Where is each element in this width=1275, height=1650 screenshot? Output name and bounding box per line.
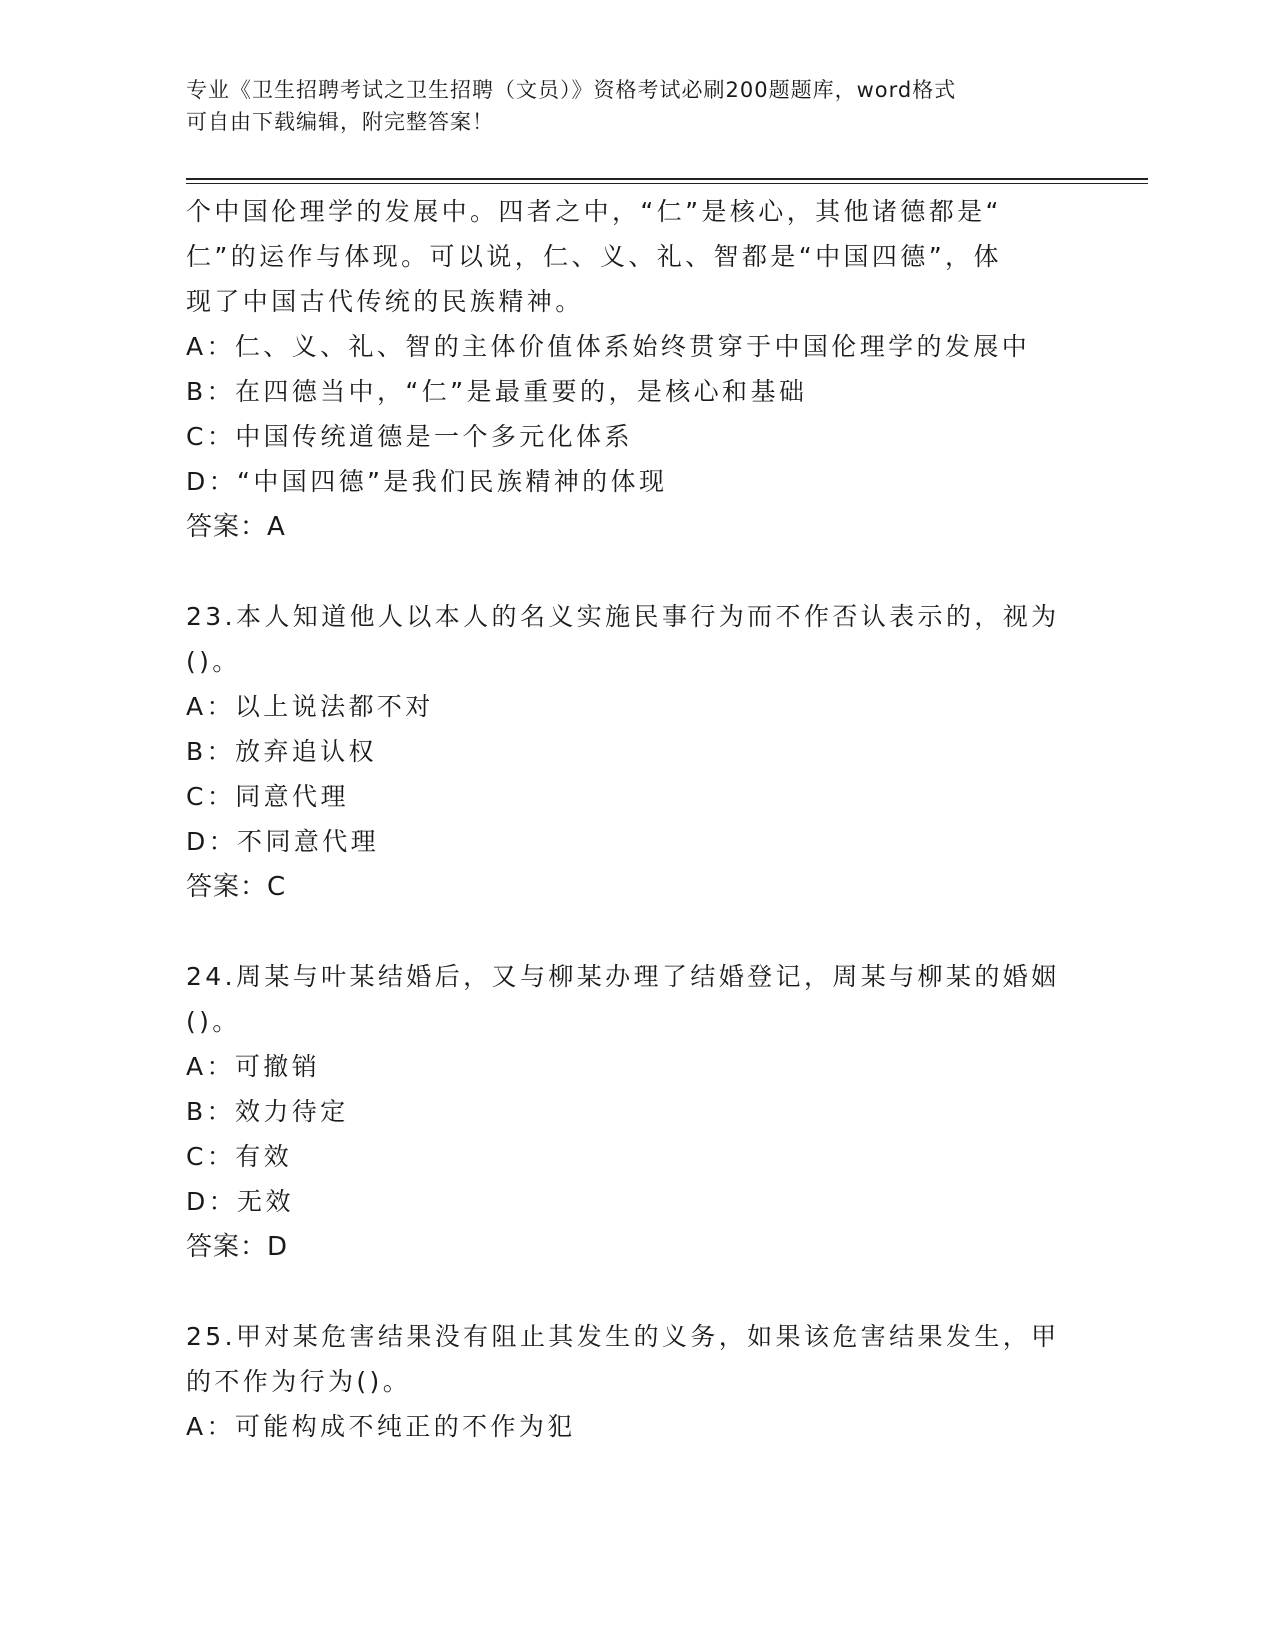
option-b: B：效力待定 (186, 1097, 349, 1126)
option-c: C：同意代理 (186, 782, 349, 811)
option-c: C：有效 (186, 1142, 293, 1171)
spacer (186, 1270, 1076, 1314)
question-text-line: 25.甲对某危害结果没有阻止其发生的义务，如果该危害结果发生，甲 (186, 1322, 1060, 1351)
option-a: A：可能构成不纯正的不作为犯 (186, 1412, 576, 1441)
option-d: D：无效 (186, 1187, 294, 1216)
header-rule-thin (186, 183, 1148, 184)
option-d: D：“中国四德”是我们民族精神的体现 (186, 467, 668, 496)
option-d: D：不同意代理 (186, 827, 380, 856)
question-text-line: 的不作为行为()。 (186, 1367, 412, 1396)
option-c: C：中国传统道德是一个多元化体系 (186, 422, 633, 451)
question-text-line: 24.周某与叶某结婚后，又与柳某办理了结婚登记，周某与柳某的婚姻 (186, 962, 1060, 991)
page-content (186, 189, 1076, 1449)
spacer (186, 910, 1076, 954)
header-line-1: 专业《卫生招聘考试之卫生招聘（文员）》资格考试必刷200题题库，word格式 (186, 78, 957, 102)
option-a: A：可撤销 (186, 1052, 321, 1081)
question-23 (186, 594, 1076, 910)
question-25 (186, 1314, 1076, 1449)
question-text-line: ()。 (186, 647, 241, 676)
question-text-line: 仁”的运作与体现。可以说，仁、义、礼、智都是“中国四德”，体 (186, 242, 1002, 271)
option-b: B：在四德当中，“仁”是最重要的，是核心和基础 (186, 377, 808, 406)
option-b: B：放弃追认权 (186, 737, 377, 766)
spacer (186, 550, 1076, 594)
header-rule-thick (186, 178, 1148, 180)
header-line-2: 可自由下载编辑，附完整答案！ (186, 110, 494, 134)
page-header (186, 74, 1086, 138)
question-text-line: 现了中国古代传统的民族精神。 (186, 287, 584, 316)
answer-label: 答案：C (186, 872, 287, 902)
question-22-continuation (186, 189, 1076, 550)
question-text-line: 23.本人知道他人以本人的名义实施民事行为而不作否认表示的，视为 (186, 602, 1060, 631)
question-text-line: 个中国伦理学的发展中。四者之中，“仁”是核心，其他诸德都是“ (186, 197, 1002, 226)
question-24 (186, 954, 1076, 1270)
answer-label: 答案：A (186, 512, 286, 542)
option-a: A：以上说法都不对 (186, 692, 434, 721)
question-text-line: ()。 (186, 1007, 241, 1036)
answer-label: 答案：D (186, 1232, 289, 1262)
option-a: A：仁、义、礼、智的主体价值体系始终贯穿于中国伦理学的发展中 (186, 332, 1031, 361)
